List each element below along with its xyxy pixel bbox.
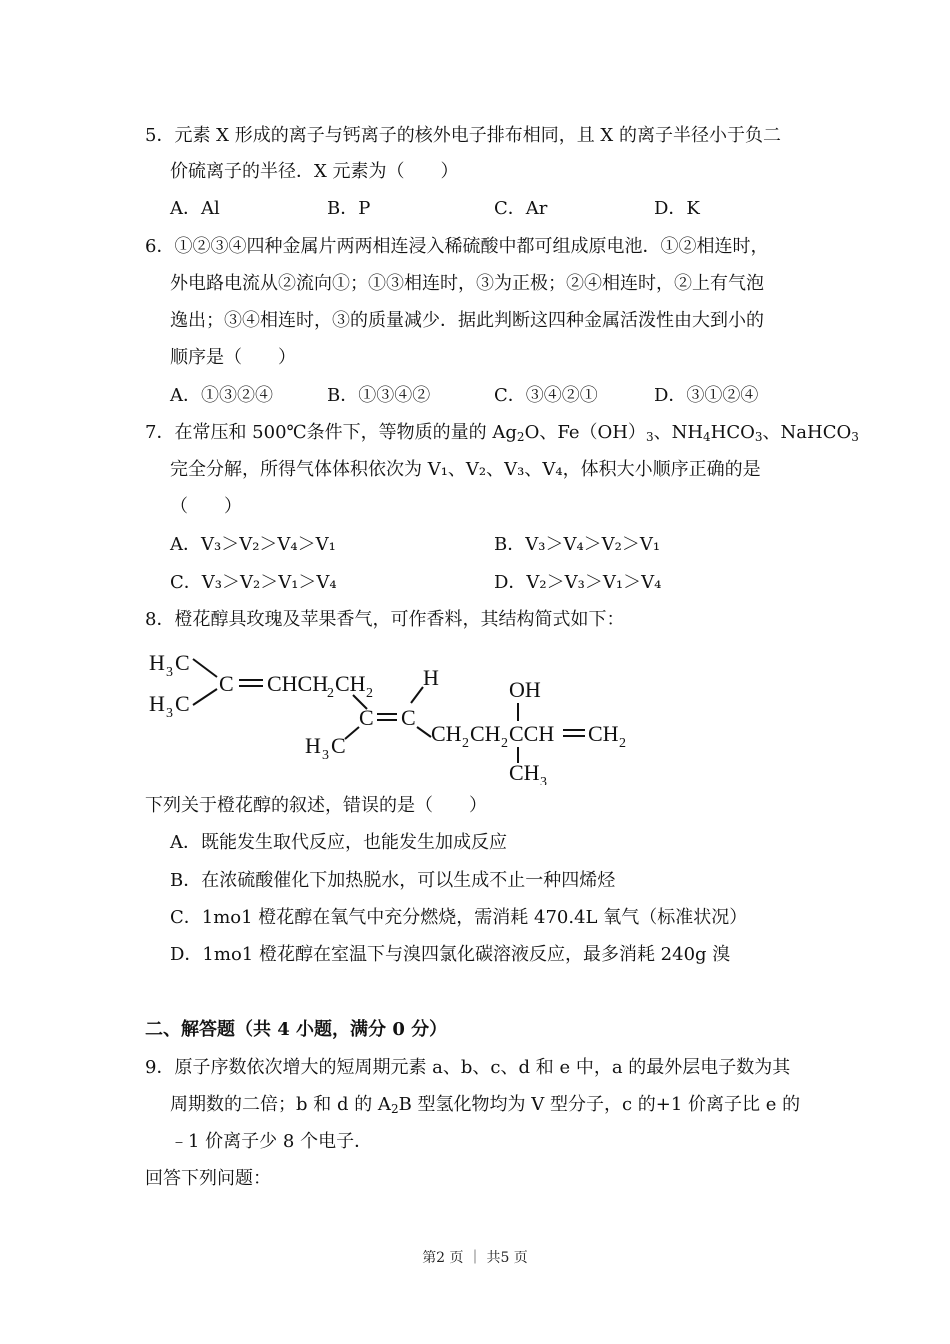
q7-text-c: 、NH: [653, 422, 704, 443]
q7-option-b: B．V₃＞V₄＞V₂＞V₁: [494, 534, 661, 555]
q5-line-1: 5．元素 X 形成的离子与钙离子的核外电子排布相同，且 X 的离子半径小于负二: [145, 125, 781, 146]
q7-text-d: HCO: [710, 422, 755, 443]
chain-sub-2e: 2: [619, 736, 626, 751]
q6-option-a: A．①③②④: [170, 385, 273, 406]
h3c-bottom-h: H: [149, 691, 165, 716]
q7-text-b: O、Fe（OH）: [524, 422, 646, 443]
h3c-bottom-c: C: [175, 691, 190, 716]
sub-3c: 3: [851, 430, 859, 444]
q9-line-2: [170, 1092, 800, 1118]
h3c-top-h: H: [149, 650, 165, 675]
bond-line: [193, 659, 217, 677]
q8-option-d: D．1mo1 橙花醇在室温下与溴四氯化碳溶液反应，最多消耗 240g 溴: [170, 944, 731, 965]
q5-option-b: B．P: [327, 198, 371, 219]
q7-text-e: 、NaHCO: [762, 422, 852, 443]
chain-ch2: CH: [335, 671, 366, 696]
sub-2-a2b: 2: [390, 1102, 399, 1116]
q5-option-c: C．Ar: [494, 198, 548, 219]
q8-option-c: C．1mo1 橙花醇在氧气中充分燃烧，需消耗 470.4L 氧气（标准状况）: [170, 907, 748, 928]
q7-text-a: 7．在常压和 500℃条件下，等物质的量的 Ag: [145, 422, 517, 443]
q7-line-3: （ ）: [170, 496, 242, 517]
q6-option-c: C．③④②①: [494, 385, 598, 406]
structural-formula: [145, 645, 645, 785]
ch3-left-sub: 3: [322, 748, 329, 763]
sub-3b: 3: [754, 430, 763, 444]
h3c-bottom-sub: 3: [166, 706, 173, 721]
chain-chch: CHCH: [267, 671, 329, 696]
q7-option-a: A．V₃＞V₂＞V₄＞V₁: [170, 534, 336, 555]
q7-line-1: [145, 420, 859, 446]
h3c-top-c: C: [175, 650, 190, 675]
q9-line-3: ﹣1 价离子少 8 个电子．: [170, 1131, 373, 1152]
chain-ch2-d: CH: [470, 721, 501, 746]
q7-option-d: D．V₂＞V₃＞V₁＞V₄: [494, 572, 662, 593]
h3c-top-sub: 3: [166, 665, 173, 680]
atom-c1: C: [219, 671, 234, 696]
bond-line: [345, 727, 359, 739]
q6-line-3: 逸出；③④相连时，③的质量减少．据此判断这四种金属活泼性由大到小的: [170, 310, 764, 331]
q8-line-2: 下列关于橙花醇的叙述，错误的是（ ）: [145, 795, 487, 816]
chain-sub-2a: 2: [327, 686, 334, 701]
chain-sub-2d: 2: [501, 736, 508, 751]
q9-text-a: 周期数的二倍；b 和 d 的 A: [170, 1094, 391, 1115]
chain-ch2-c: CH: [431, 721, 462, 746]
atom-c3: C: [401, 705, 416, 730]
chain-ch2-end: CH: [588, 721, 619, 746]
atom-oh: OH: [509, 677, 541, 702]
ch3-left-h: H: [305, 733, 321, 758]
q9-text-b: B 型氢化物均为 V 型分子，c 的+1 价离子比 e 的: [398, 1094, 801, 1115]
section-2-title: 二、解答题（共 4 小题，满分 0 分）: [145, 1019, 448, 1040]
ch3-left-c: C: [331, 733, 346, 758]
q8-option-a: A．既能发生取代反应，也能发生加成反应: [170, 832, 507, 853]
q6-line-2: 外电路电流从②流向①；①③相连时，③为正极；②④相连时，②上有气泡: [170, 273, 764, 294]
q7-line-2: 完全分解，所得气体体积依次为 V₁、V₂、V₃、V₄，体积大小顺序正确的是: [170, 459, 761, 480]
q5-line-2: 价硫离子的半径．X 元素为（ ）: [170, 161, 459, 182]
chain-sub-2c: 2: [462, 736, 469, 751]
q5-option-d: D．K: [654, 198, 700, 219]
sub-3: 3: [645, 430, 654, 444]
sub-2: 2: [516, 430, 525, 444]
bond-line: [411, 687, 423, 703]
ch3-bottom-sub: 3: [540, 775, 547, 785]
q5-option-a: A．Al: [170, 198, 220, 219]
q6-line-1: 6．①②③④四种金属片两两相连浸入稀硫酸中都可组成原电池．①②相连时，: [145, 236, 769, 257]
chain-sub-2b: 2: [366, 686, 373, 701]
q6-option-d: D．③①②④: [654, 385, 759, 406]
ch3-bottom-ch: CH: [509, 760, 540, 785]
atom-h: H: [423, 665, 439, 690]
q6-line-4: 顺序是（ ）: [170, 347, 296, 368]
q7-option-c: C．V₃＞V₂＞V₁＞V₄: [170, 572, 337, 593]
page-footer: 第2 页 ｜ 共5 页: [422, 1250, 528, 1266]
q9-line-1: 9．原子序数依次增大的短周期元素 a、b、c、d 和 e 中，a 的最外层电子数为其: [145, 1057, 791, 1078]
bond-line: [193, 689, 217, 705]
q9-line-4: 回答下列问题：: [145, 1168, 271, 1189]
q8-option-b: B．在浓硫酸催化下加热脱水，可以生成不止一种四烯烃: [170, 870, 616, 891]
bond-line: [417, 727, 431, 737]
chain-cch: CCH: [509, 721, 555, 746]
q6-option-b: B．①③④②: [327, 385, 431, 406]
sub-4: 4: [703, 430, 711, 444]
q8-line-1: 8．橙花醇具玫瑰及苹果香气，可作香料，其结构简式如下：: [145, 609, 625, 630]
atom-c2: C: [359, 705, 374, 730]
